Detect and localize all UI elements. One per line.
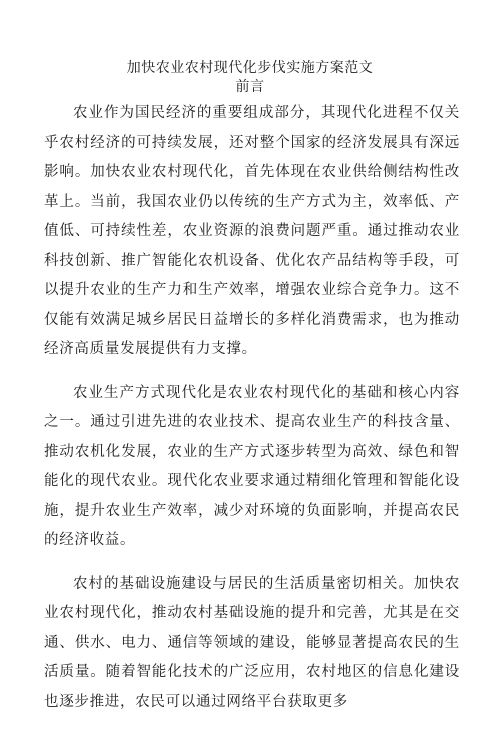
document-subtitle: 前言 (235, 79, 265, 95)
document-title: 加快农业农村现代化步伐实施方案范文 (126, 60, 374, 76)
paragraph: 农业作为国民经济的重要组成部分，其现代化进程不仅关乎农村经济的可持续发展，还对整个国家的经济发展具有深远影响。加快农业农村现代化，首先体现在农业供给侧结构性改革上。当前，我国农业仍以传统的生产方式为主，效率低、产值低、可持续性差，农业资源的浪费问题严重。通过推动农业科技创新、推广智能化农机设备、优化农产品结构等手段，可以提升农业的生产力和生产效率，增强农业综合竞争力。这不仅能有效满足城乡居民日益增长的多样化消费需求，也为推动经济高质量发展提供有力支撑。 (44, 105, 460, 357)
paragraph: 农村的基础设施建设与居民的生活质量密切相关。加快农业农村现代化，推动农村基础设施的提升和完善，尤其是在交通、供水、电力、通信等领域的建设，能够显著提高农民的生活质量。随着智能化技术的广泛应用，农村地区的信息化建设也逐步推进，农民可以通过网络平台获取更多 (44, 575, 460, 710)
document-body (44, 99, 460, 731)
paragraph: 农业生产方式现代化是农业农村现代化的基础和核心内容之一。通过引进先进的农业技术、提高农业生产的科技含量、推动农机化发展，农业的生产方式逐步转型为高效、绿色和智能化的现代农业。现代化农业要求通过精细化管理和智能化设施，提升农业生产效率，减少对环境的负面影响，并提高农民的经济收益。 (44, 384, 460, 548)
